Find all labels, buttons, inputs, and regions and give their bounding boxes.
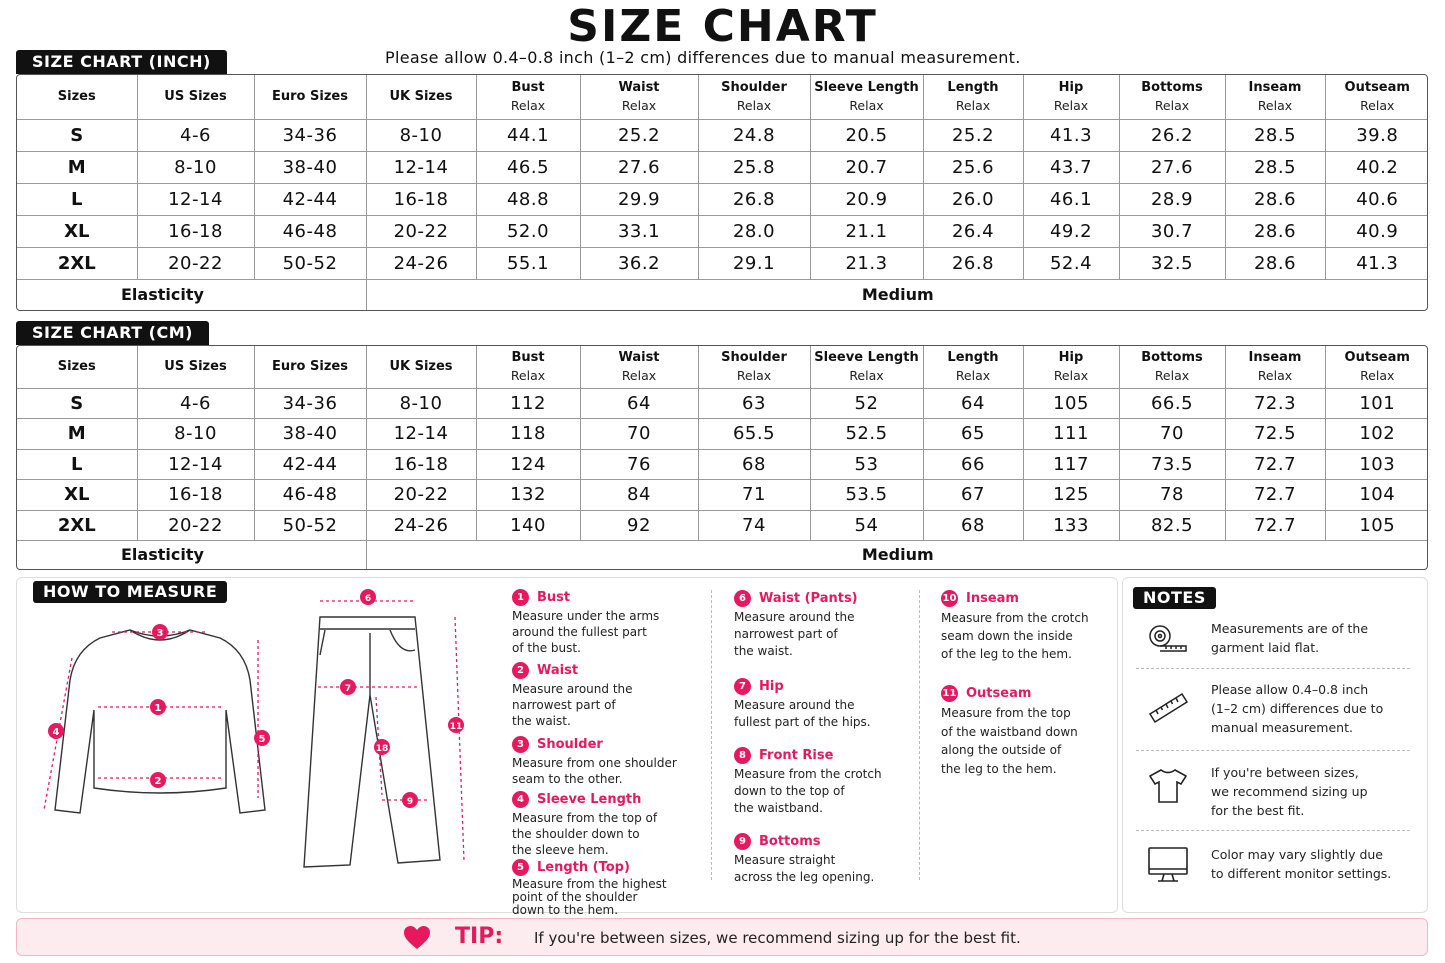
table-cell: 70 bbox=[580, 419, 698, 450]
measure-item-outseam bbox=[941, 685, 1078, 778]
page-title: SIZE CHART bbox=[567, 1, 878, 52]
monitor-icon bbox=[1146, 845, 1190, 885]
table-cell: 64 bbox=[580, 388, 698, 419]
measure-item-bust bbox=[512, 589, 659, 656]
column-header: Hip Relax bbox=[1023, 75, 1119, 119]
table-cell: 20-22 bbox=[137, 247, 254, 279]
table-cell: 72.7 bbox=[1225, 480, 1325, 511]
column-header: Bottoms Relax bbox=[1119, 75, 1225, 119]
table-cell: 111 bbox=[1023, 419, 1119, 450]
column-header: UK Sizes bbox=[366, 346, 476, 388]
measure-item-sleeve-length bbox=[512, 791, 657, 858]
table-cell: 12-14 bbox=[137, 449, 254, 480]
table-cell: 8-10 bbox=[137, 419, 254, 450]
table-cell: 28.6 bbox=[1225, 215, 1325, 247]
column-header: US Sizes bbox=[137, 346, 254, 388]
table-cell: 24-26 bbox=[366, 247, 476, 279]
tip-bar bbox=[16, 918, 1428, 956]
table-cell: 4-6 bbox=[137, 119, 254, 151]
table-cell: 72.7 bbox=[1225, 449, 1325, 480]
column-header: Bust Relax bbox=[476, 75, 580, 119]
table-cell: 20.5 bbox=[810, 119, 923, 151]
table-cell: 26.2 bbox=[1119, 119, 1225, 151]
table-cell: 84 bbox=[580, 480, 698, 511]
table-cell: 74 bbox=[698, 510, 810, 541]
number-badge: 5 bbox=[512, 859, 529, 876]
column-header: Bust Relax bbox=[476, 346, 580, 388]
measure-text: Measure straight across the leg opening. bbox=[734, 853, 875, 884]
table-cell: 8-10 bbox=[366, 119, 476, 151]
number-badge: 9 bbox=[734, 833, 751, 850]
table-cell: 63 bbox=[698, 388, 810, 419]
table-cell: 25.8 bbox=[698, 151, 810, 183]
table-cell: 46.5 bbox=[476, 151, 580, 183]
size-cell: 2XL bbox=[17, 247, 137, 279]
table-cell: 28.9 bbox=[1119, 183, 1225, 215]
table-cell: 70 bbox=[1119, 419, 1225, 450]
table-cell: 54 bbox=[810, 510, 923, 541]
tip-label: TIP: bbox=[455, 924, 504, 949]
number-badge: 10 bbox=[941, 590, 958, 607]
column-divider bbox=[919, 590, 920, 880]
table-cell: 26.4 bbox=[923, 215, 1023, 247]
table-cell: 20.7 bbox=[810, 151, 923, 183]
pants-diagram bbox=[290, 585, 480, 885]
measure-item-inseam bbox=[941, 590, 1089, 663]
diagram-label-6-text: 6 bbox=[364, 594, 372, 604]
elasticity-row bbox=[17, 541, 1428, 569]
measure-text: Measure from the highest point of the shoulder down to the hem. bbox=[512, 877, 667, 917]
how-to-measure-tag: HOW TO MEASURE bbox=[33, 581, 227, 603]
table-row bbox=[17, 419, 1428, 450]
measure-title: Sleeve Length bbox=[537, 791, 642, 807]
table-cell: 20.9 bbox=[810, 183, 923, 215]
table-cell: 132 bbox=[476, 480, 580, 511]
measure-item-bottoms bbox=[734, 833, 874, 886]
table-cell: 133 bbox=[1023, 510, 1119, 541]
table-cell: 73.5 bbox=[1119, 449, 1225, 480]
table-cell: 67 bbox=[923, 480, 1023, 511]
notes-tag: NOTES bbox=[1133, 587, 1216, 609]
elasticity-label: Elasticity bbox=[17, 541, 366, 569]
table-cell: 76 bbox=[580, 449, 698, 480]
diagram-label-18-text: 18 bbox=[375, 744, 389, 754]
cm-chart-tag: SIZE CHART (CM) bbox=[16, 321, 209, 345]
table-cell: 71 bbox=[698, 480, 810, 511]
column-header: Sleeve Length Relax bbox=[810, 346, 923, 388]
size-cell: S bbox=[17, 388, 137, 419]
column-header: Length Relax bbox=[923, 346, 1023, 388]
column-header: Waist Relax bbox=[580, 75, 698, 119]
table-cell: 66 bbox=[923, 449, 1023, 480]
table-header-row bbox=[17, 75, 1428, 119]
table-cell: 50-52 bbox=[254, 247, 366, 279]
diagram-label-9-text: 9 bbox=[406, 797, 414, 807]
table-row bbox=[17, 151, 1428, 183]
table-row bbox=[17, 119, 1428, 151]
table-cell: 78 bbox=[1119, 480, 1225, 511]
table-cell: 26.0 bbox=[923, 183, 1023, 215]
table-cell: 72.7 bbox=[1225, 510, 1325, 541]
table-cell: 82.5 bbox=[1119, 510, 1225, 541]
heart-icon bbox=[403, 925, 431, 951]
column-header: Inseam Relax bbox=[1225, 346, 1325, 388]
measure-title: Hip bbox=[759, 678, 784, 694]
table-cell: 65.5 bbox=[698, 419, 810, 450]
column-header: Shoulder Relax bbox=[698, 346, 810, 388]
table-cell: 24-26 bbox=[366, 510, 476, 541]
column-header: Outseam Relax bbox=[1325, 75, 1428, 119]
table-cell: 29.9 bbox=[580, 183, 698, 215]
table-cell: 125 bbox=[1023, 480, 1119, 511]
measure-text: Measure from the crotch seam down the inside of the leg to the hem. bbox=[941, 611, 1089, 661]
table-cell: 105 bbox=[1325, 510, 1428, 541]
table-cell: 72.3 bbox=[1225, 388, 1325, 419]
number-badge: 7 bbox=[734, 678, 751, 695]
cm-chart bbox=[16, 345, 1428, 570]
measure-title: Waist (Pants) bbox=[759, 590, 858, 606]
table-cell: 38-40 bbox=[254, 419, 366, 450]
measure-text: Measure from the top of the waistband down along the outside of the leg to the hem. bbox=[941, 706, 1078, 776]
table-cell: 27.6 bbox=[1119, 151, 1225, 183]
table-cell: 66.5 bbox=[1119, 388, 1225, 419]
measure-title: Shoulder bbox=[537, 736, 603, 752]
inch-chart bbox=[16, 74, 1428, 311]
measure-title: Bust bbox=[537, 589, 571, 605]
table-cell: 21.3 bbox=[810, 247, 923, 279]
column-header: Euro Sizes bbox=[254, 75, 366, 119]
note-text-2: Please allow 0.4–0.8 inch (1–2 cm) differences due to manual measurement. bbox=[1211, 682, 1384, 735]
table-cell: 28.6 bbox=[1225, 183, 1325, 215]
measure-title: Length (Top) bbox=[537, 859, 630, 875]
note-divider bbox=[1136, 830, 1410, 831]
table-row bbox=[17, 480, 1428, 511]
table-cell: 101 bbox=[1325, 388, 1428, 419]
column-header: UK Sizes bbox=[366, 75, 476, 119]
table-cell: 12-14 bbox=[137, 183, 254, 215]
table-cell: 26.8 bbox=[698, 183, 810, 215]
column-header: Sizes bbox=[17, 346, 137, 388]
measure-text: Measure under the arms around the fullest part of the bust. bbox=[512, 609, 660, 655]
table-cell: 16-18 bbox=[137, 480, 254, 511]
size-cell: XL bbox=[17, 215, 137, 247]
table-cell: 46-48 bbox=[254, 480, 366, 511]
elasticity-row bbox=[17, 279, 1428, 310]
table-cell: 20-22 bbox=[366, 215, 476, 247]
table-cell: 43.7 bbox=[1023, 151, 1119, 183]
table-cell: 20-22 bbox=[137, 510, 254, 541]
table-cell: 102 bbox=[1325, 419, 1428, 450]
table-cell: 124 bbox=[476, 449, 580, 480]
elasticity-label: Elasticity bbox=[17, 279, 366, 310]
number-badge: 1 bbox=[512, 589, 529, 606]
measure-text: Measure from the top of the shoulder down to the sleeve hem. bbox=[512, 811, 658, 857]
table-row bbox=[17, 449, 1428, 480]
cm-table bbox=[17, 346, 1428, 569]
table-cell: 46-48 bbox=[254, 215, 366, 247]
table-cell: 25.6 bbox=[923, 151, 1023, 183]
table-cell: 46.1 bbox=[1023, 183, 1119, 215]
table-row bbox=[17, 510, 1428, 541]
table-cell: 55.1 bbox=[476, 247, 580, 279]
table-cell: 21.1 bbox=[810, 215, 923, 247]
table-cell: 4-6 bbox=[137, 388, 254, 419]
column-divider bbox=[711, 590, 712, 880]
table-cell: 28.0 bbox=[698, 215, 810, 247]
table-header-row bbox=[17, 346, 1428, 388]
table-cell: 41.3 bbox=[1325, 247, 1428, 279]
table-cell: 36.2 bbox=[580, 247, 698, 279]
column-header: Inseam Relax bbox=[1225, 75, 1325, 119]
table-cell: 53 bbox=[810, 449, 923, 480]
table-cell: 42-44 bbox=[254, 183, 366, 215]
measure-text: Measure from one shoulder seam to the other. bbox=[512, 756, 677, 786]
table-cell: 52 bbox=[810, 388, 923, 419]
table-cell: 103 bbox=[1325, 449, 1428, 480]
inch-chart-tag: SIZE CHART (INCH) bbox=[16, 50, 227, 74]
elasticity-value: Medium bbox=[861, 545, 934, 565]
column-header: Length Relax bbox=[923, 75, 1023, 119]
table-cell: 40.6 bbox=[1325, 183, 1428, 215]
table-cell: 49.2 bbox=[1023, 215, 1119, 247]
note-divider bbox=[1136, 750, 1410, 751]
column-header: Sizes bbox=[17, 75, 137, 119]
table-cell: 68 bbox=[698, 449, 810, 480]
table-cell: 52.4 bbox=[1023, 247, 1119, 279]
table-cell: 34-36 bbox=[254, 388, 366, 419]
table-cell: 27.6 bbox=[580, 151, 698, 183]
measure-text: Measure around the fullest part of the hips. bbox=[734, 698, 871, 729]
table-cell: 12-14 bbox=[366, 151, 476, 183]
table-cell: 25.2 bbox=[923, 119, 1023, 151]
measure-item-front-rise bbox=[734, 747, 882, 817]
tape-measure-icon bbox=[1146, 620, 1190, 654]
size-cell: XL bbox=[17, 480, 137, 511]
table-row bbox=[17, 215, 1428, 247]
table-cell: 104 bbox=[1325, 480, 1428, 511]
measure-title: Outseam bbox=[966, 685, 1032, 701]
table-cell: 68 bbox=[923, 510, 1023, 541]
table-cell: 140 bbox=[476, 510, 580, 541]
table-cell: 28.6 bbox=[1225, 247, 1325, 279]
table-cell: 38-40 bbox=[254, 151, 366, 183]
measure-title: Waist bbox=[537, 662, 579, 678]
table-cell: 16-18 bbox=[366, 449, 476, 480]
table-cell: 25.2 bbox=[580, 119, 698, 151]
column-header: Shoulder Relax bbox=[698, 75, 810, 119]
size-cell: M bbox=[17, 151, 137, 183]
table-cell: 52.5 bbox=[810, 419, 923, 450]
diagram-label-1-text: 1 bbox=[154, 703, 162, 714]
column-header: Outseam Relax bbox=[1325, 346, 1428, 388]
table-cell: 33.1 bbox=[580, 215, 698, 247]
number-badge: 6 bbox=[734, 590, 751, 607]
diagram-label-3-text: 3 bbox=[156, 628, 164, 639]
table-cell: 48.8 bbox=[476, 183, 580, 215]
note-text-1: Measurements are of the garment laid flat. bbox=[1211, 621, 1369, 655]
note-text-3: If you're between sizes, we recommend sizing up for the best fit. bbox=[1211, 765, 1368, 818]
size-cell: S bbox=[17, 119, 137, 151]
number-badge: 4 bbox=[512, 791, 529, 808]
table-cell: 28.5 bbox=[1225, 119, 1325, 151]
diagram-label-7-text: 7 bbox=[344, 684, 352, 694]
page-subtitle: Please allow 0.4–0.8 inch (1–2 cm) differences due to manual measurement. bbox=[385, 48, 1021, 67]
table-cell: 117 bbox=[1023, 449, 1119, 480]
measure-title: Bottoms bbox=[759, 833, 821, 849]
note-divider bbox=[1136, 668, 1410, 669]
table-cell: 44.1 bbox=[476, 119, 580, 151]
table-cell: 26.8 bbox=[923, 247, 1023, 279]
column-header: Sleeve Length Relax bbox=[810, 75, 923, 119]
size-cell: 2XL bbox=[17, 510, 137, 541]
measure-item-length-top bbox=[512, 859, 667, 917]
diagram-label-11-text: 11 bbox=[449, 722, 463, 732]
table-row bbox=[17, 247, 1428, 279]
size-cell: L bbox=[17, 449, 137, 480]
table-cell: 53.5 bbox=[810, 480, 923, 511]
number-badge: 8 bbox=[734, 747, 751, 764]
table-cell: 16-18 bbox=[366, 183, 476, 215]
ruler-icon bbox=[1146, 688, 1190, 724]
table-row bbox=[17, 183, 1428, 215]
number-badge: 11 bbox=[941, 685, 958, 702]
table-row bbox=[17, 388, 1428, 419]
size-cell: M bbox=[17, 419, 137, 450]
tip-text: If you're between sizes, we recommend sizing up for the best fit. bbox=[534, 929, 1021, 947]
table-cell: 92 bbox=[580, 510, 698, 541]
table-cell: 118 bbox=[476, 419, 580, 450]
column-header: US Sizes bbox=[137, 75, 254, 119]
table-cell: 30.7 bbox=[1119, 215, 1225, 247]
table-cell: 32.5 bbox=[1119, 247, 1225, 279]
table-cell: 112 bbox=[476, 388, 580, 419]
elasticity-value: Medium bbox=[861, 285, 934, 305]
table-cell: 50-52 bbox=[254, 510, 366, 541]
table-cell: 20-22 bbox=[366, 480, 476, 511]
t-shirt-icon bbox=[1146, 766, 1190, 806]
table-cell: 41.3 bbox=[1023, 119, 1119, 151]
table-cell: 42-44 bbox=[254, 449, 366, 480]
measure-text: Measure around the narrowest part of the waist. bbox=[512, 682, 633, 728]
table-cell: 24.8 bbox=[698, 119, 810, 151]
note-text-4: Color may vary slightly due to different monitor settings. bbox=[1211, 847, 1392, 881]
measure-title: Inseam bbox=[966, 590, 1019, 606]
table-cell: 8-10 bbox=[137, 151, 254, 183]
measure-text: Measure from the crotch down to the top of the waistband. bbox=[734, 767, 882, 815]
column-header: Bottoms Relax bbox=[1119, 346, 1225, 388]
table-cell: 65 bbox=[923, 419, 1023, 450]
table-cell: 16-18 bbox=[137, 215, 254, 247]
table-cell: 29.1 bbox=[698, 247, 810, 279]
measure-title: Front Rise bbox=[759, 747, 834, 763]
table-cell: 40.2 bbox=[1325, 151, 1428, 183]
measure-item-waist bbox=[512, 662, 633, 729]
diagram-label-5-text: 5 bbox=[258, 734, 266, 745]
top-garment-diagram bbox=[30, 610, 290, 825]
size-cell: L bbox=[17, 183, 137, 215]
table-cell: 8-10 bbox=[366, 388, 476, 419]
table-cell: 64 bbox=[923, 388, 1023, 419]
column-header: Waist Relax bbox=[580, 346, 698, 388]
measure-item-shoulder bbox=[512, 736, 677, 787]
table-cell: 72.5 bbox=[1225, 419, 1325, 450]
table-cell: 28.5 bbox=[1225, 151, 1325, 183]
measure-item-hip bbox=[734, 678, 871, 731]
table-cell: 39.8 bbox=[1325, 119, 1428, 151]
column-header: Hip Relax bbox=[1023, 346, 1119, 388]
measure-text: Measure around the narrowest part of the waist. bbox=[734, 610, 855, 658]
table-cell: 12-14 bbox=[366, 419, 476, 450]
table-cell: 34-36 bbox=[254, 119, 366, 151]
diagram-label-2-text: 2 bbox=[154, 776, 162, 787]
inch-table bbox=[17, 75, 1428, 310]
measure-item-waist-pants bbox=[734, 590, 858, 660]
column-header: Euro Sizes bbox=[254, 346, 366, 388]
table-cell: 52.0 bbox=[476, 215, 580, 247]
diagram-label-4-text: 4 bbox=[52, 727, 60, 738]
number-badge: 3 bbox=[512, 736, 529, 753]
table-cell: 105 bbox=[1023, 388, 1119, 419]
table-cell: 40.9 bbox=[1325, 215, 1428, 247]
number-badge: 2 bbox=[512, 662, 529, 679]
